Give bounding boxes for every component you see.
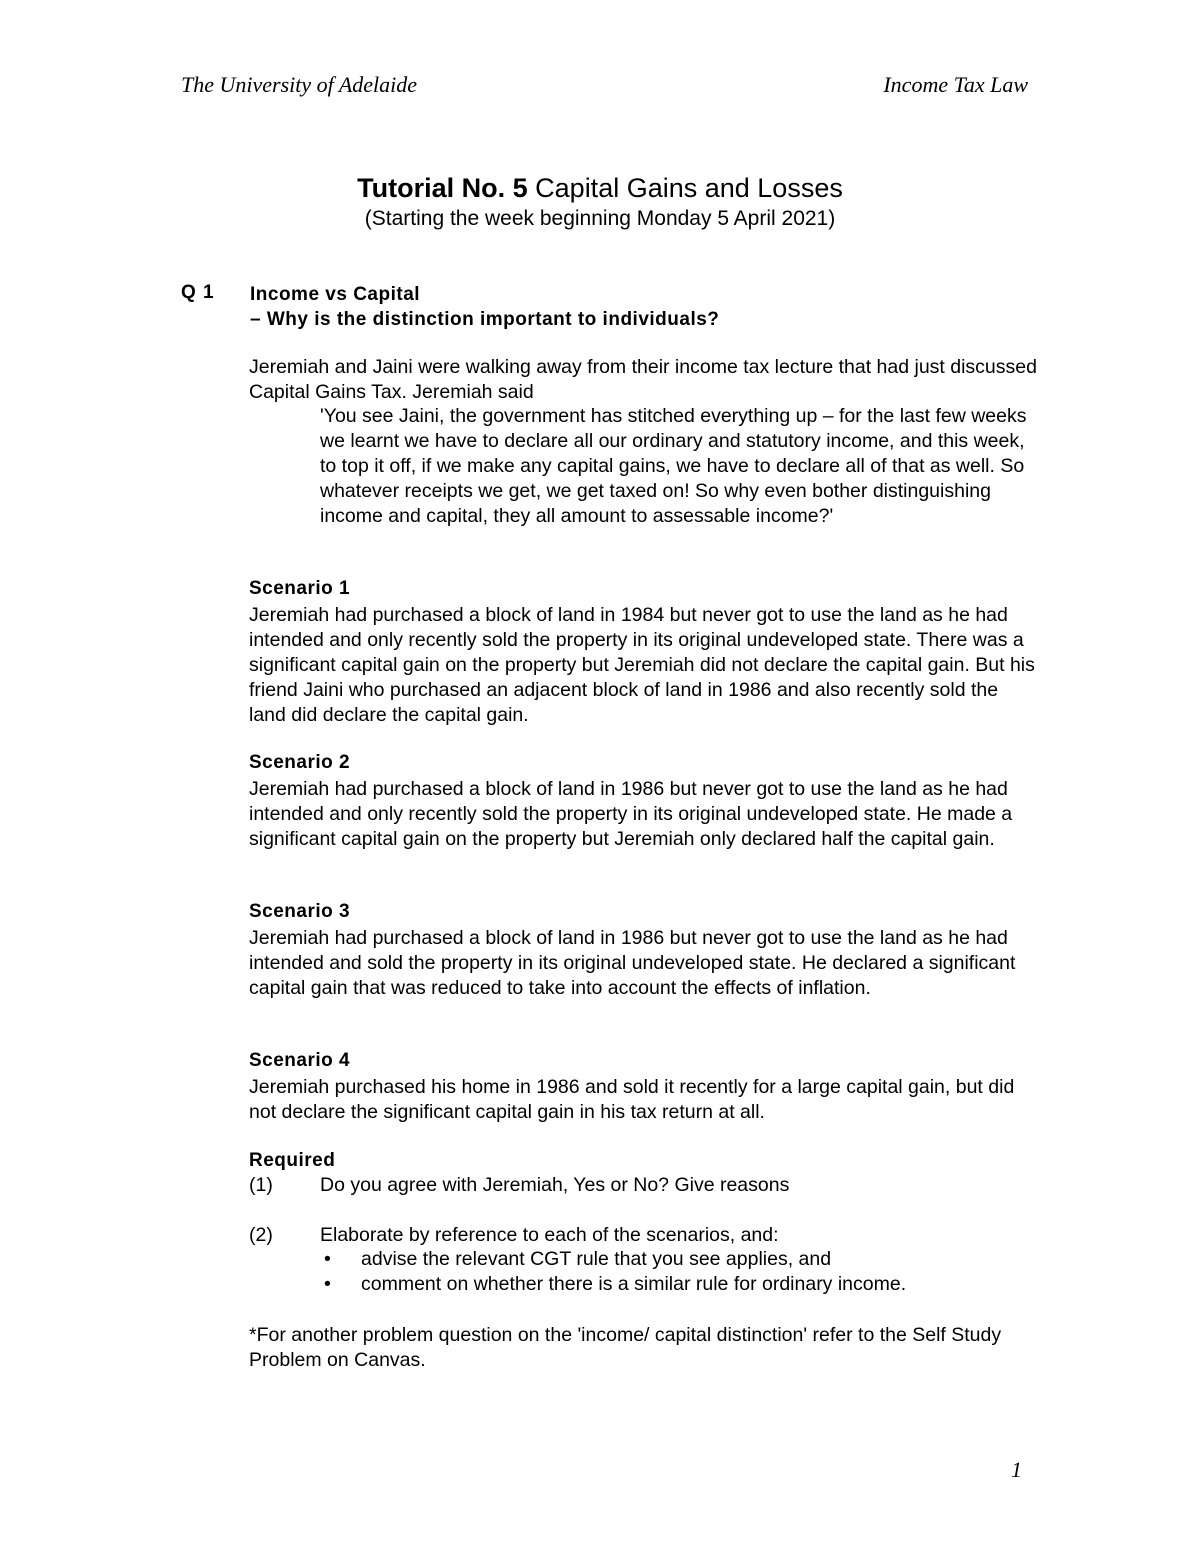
scenario-3-heading: Scenario 3 xyxy=(249,901,351,922)
required-item-1-number: (1) xyxy=(249,1174,273,1196)
required-item-2-number: (2) xyxy=(249,1224,273,1246)
scenario-1-text: Jeremiah had purchased a block of land in 1984 but never got to use the land as he had intended and only recently sold the property in its original undeveloped state. There was a significant capital gain on the property but Jeremiah did not declare the capital gain. But his friend Jaini who purchased an adjacent block of land in 1986 and also recently sold the land did declare the capital gain. xyxy=(249,604,1035,726)
scenario-4-heading: Scenario 4 xyxy=(249,1050,351,1071)
question-intro: Jeremiah and Jaini were walking away from their income tax lecture that had just discussed Capital Gains Tax. Jeremiah said xyxy=(249,356,1037,403)
header-institution: The University of Adelaide xyxy=(181,72,418,97)
required-item-1-text: Do you agree with Jeremiah, Yes or No? Give reasons xyxy=(320,1174,790,1196)
page-number: 1 xyxy=(1011,1457,1022,1482)
required-bullet-2: comment on whether there is a similar rule for ordinary income. xyxy=(361,1273,907,1295)
question-title-line-1: Income vs Capital xyxy=(250,284,421,305)
scenario-3-text: Jeremiah had purchased a block of land in 1986 but never got to use the land as he had intended and sold the property in its original undeveloped state. He declared a significant capital gain that was reduced to take into account the effects of inflation. xyxy=(249,927,1016,999)
tutorial-title-rest: Capital Gains and Losses xyxy=(527,173,843,203)
scenario-4-text: Jeremiah purchased his home in 1986 and sold it recently for a large capital gain, but did not declare the significant capital gain in his tax return at all. xyxy=(249,1076,1015,1123)
required-item-2-text: Elaborate by reference to each of the scenarios, and: xyxy=(320,1224,779,1246)
jeremiah-quote: 'You see Jaini, the government has stitched everything up – for the last few weeks we learnt we have to declare all our ordinary and statutory income, and this week, to top it off, if we make any capital gains, we have to declare all of that as well. So whatever receipts we get, we get taxed on! So why even bother distinguishing income and capital, they all amount to assessable income?' xyxy=(320,405,1027,527)
tutorial-subtitle: (Starting the week beginning Monday 5 April 2021) xyxy=(364,207,836,230)
tutorial-title xyxy=(0,173,1200,204)
question-title xyxy=(250,282,719,332)
scenario-1-heading: Scenario 1 xyxy=(249,578,351,599)
question-title-line-2: – Why is the distinction important to individuals? xyxy=(250,309,720,330)
bullet-icon: • xyxy=(324,1273,331,1295)
tutorial-title-bold: Tutorial No. 5 xyxy=(357,173,528,203)
bullet-icon: • xyxy=(324,1248,331,1270)
required-heading: Required xyxy=(249,1150,336,1171)
self-study-note: *For another problem question on the 'income/ capital distinction' refer to the Self Study Problem on Canvas. xyxy=(249,1324,1002,1371)
scenario-2-text: Jeremiah had purchased a block of land in 1986 but never got to use the land as he had intended and only recently sold the property in its original undeveloped state. He made a significant capital gain on the property but Jeremiah only declared half the capital gain. xyxy=(249,778,1013,850)
required-bullet-1: advise the relevant CGT rule that you see applies, and xyxy=(361,1248,832,1270)
question-number: Q 1 xyxy=(181,282,215,303)
scenario-2-heading: Scenario 2 xyxy=(249,752,351,773)
header-course: Income Tax Law xyxy=(883,72,1028,97)
